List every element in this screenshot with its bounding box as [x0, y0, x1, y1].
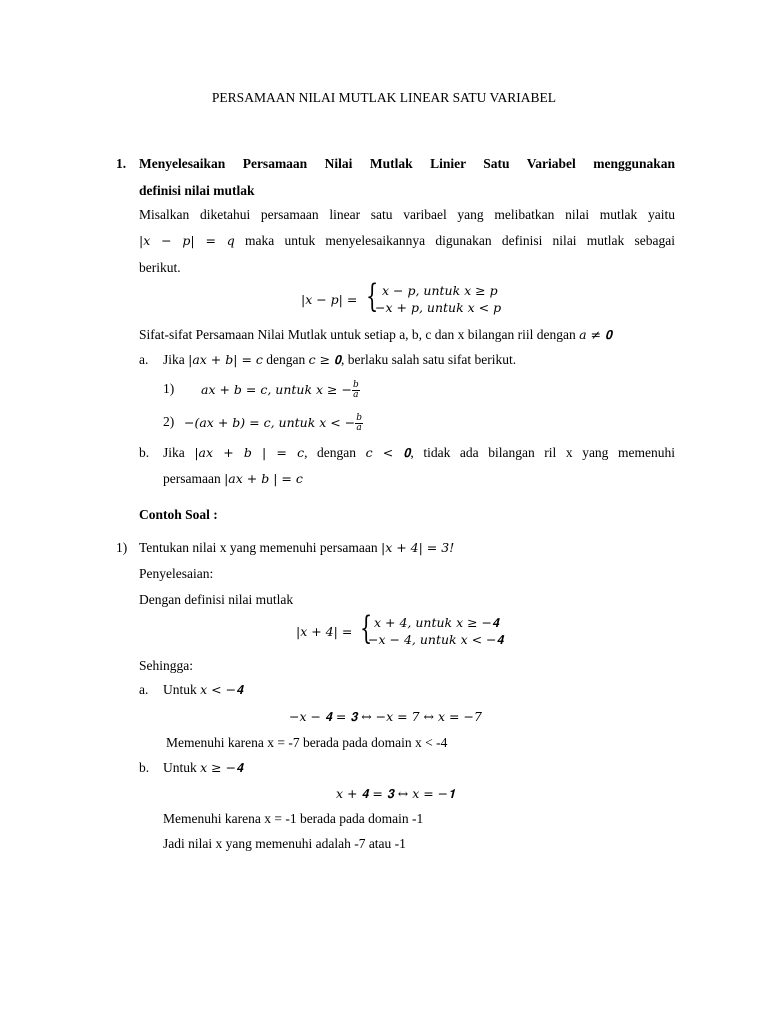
property-b-text1: Jika — [163, 445, 195, 460]
property-a-text2: dengan — [262, 352, 309, 367]
question-line — [139, 540, 454, 556]
section-heading-line1: Menyelesaikan Persamaan Nilai Mutlak Linier Satu Variabel menggunakan — [139, 156, 675, 171]
properties-text: Sifat-sifat Persamaan Nilai Mutlak untuk setiap a, b, c dan x bilangan riil dengan — [139, 327, 580, 342]
property-b-line2 — [163, 471, 303, 487]
question-label: 1) — [116, 540, 128, 555]
fraction-numerator: 𝑏 — [352, 380, 359, 390]
question-text: Tentukan nilai x yang memenuhi persamaan — [139, 540, 381, 555]
brace-icon: { — [366, 277, 379, 315]
fraction-b-over-a — [352, 381, 360, 400]
case-a-label: a. — [139, 682, 149, 697]
property-b-eq1: |𝑎𝑥 + 𝑏 | = 𝑐 — [194, 445, 305, 460]
definition-lhs: |𝑥 − 𝑝| = — [301, 292, 358, 307]
case-b-calculation: 𝑥 + 𝟒 = 𝟑 ↔ 𝑥 = −𝟏 — [336, 786, 456, 801]
conclusion: Jadi nilai x yang memenuhi adalah -7 atau -1 — [163, 836, 406, 851]
property-b-text2: , dengan — [304, 445, 366, 460]
definition-case2: −𝑥 + 𝑝, 𝑢𝑛𝑡𝑢𝑘 𝑥 < 𝑝 — [375, 300, 502, 315]
question-equation: |𝑥 + 4| = 3! — [380, 540, 455, 555]
property-a1-eq: 𝑎𝑥 + 𝑏 = 𝑐, 𝑢𝑛𝑡𝑢𝑘 𝑥 ≥ − — [201, 382, 352, 397]
property-a-text1: Jika — [163, 352, 189, 367]
fraction-denominator: 𝑎 — [356, 423, 362, 433]
property-b-label: b. — [139, 445, 150, 460]
case-a-calculation: −𝑥 − 𝟒 = 𝟑 ↔ −𝑥 = 7 ↔ 𝑥 = −7 — [289, 709, 482, 724]
case-b-text: Untuk — [163, 760, 201, 775]
fraction-numerator: 𝑏 — [356, 413, 362, 423]
intro-equation: |𝑥 − 𝑝| = 𝑞 — [139, 233, 235, 248]
section-number: 1. — [116, 156, 127, 171]
definition-text: Dengan definisi nilai mutlak — [139, 592, 294, 607]
definition-case1: 𝑥 − 𝑝, 𝑢𝑛𝑡𝑢𝑘 𝑥 ≥ 𝑝 — [382, 283, 498, 298]
property-a1-line — [201, 381, 360, 400]
case-a-condition: 𝑥 < −𝟒 — [200, 682, 244, 697]
property-b-line — [163, 445, 675, 461]
case-b-condition: 𝑥 ≥ −𝟒 — [200, 760, 244, 775]
page-title — [0, 90, 768, 106]
intro-line2-text: maka untuk menyelesaikannya digunakan definisi nilai mutlak sebagai — [234, 233, 675, 248]
case-a-line — [163, 682, 243, 698]
brace-icon: { — [360, 609, 373, 647]
property-b-eq2: 𝑐 < 𝟎 — [365, 445, 411, 460]
properties-equation: 𝑎 ≠ 𝟎 — [579, 327, 612, 342]
property-a-text3: , berlaku salah satu sifat berikut. — [341, 352, 517, 367]
case-b-line — [163, 760, 243, 776]
solution-label: Penyelesaian: — [139, 566, 214, 581]
page-title-text: PERSAMAAN NILAI MUTLAK LINEAR SATU VARIABEL — [211, 90, 557, 105]
case-b-label: b. — [139, 760, 150, 775]
case-a-text: Untuk — [163, 682, 201, 697]
example-heading: Contoh Soal : — [139, 507, 218, 522]
property-a2-line — [184, 414, 363, 433]
example-definition-lhs: |𝑥 + 4| = — [296, 624, 353, 639]
hence-label: Sehingga: — [139, 658, 193, 673]
property-a-line — [163, 352, 516, 368]
property-b-line2-eq: |𝑎𝑥 + 𝑏 | = 𝑐 — [224, 471, 303, 486]
property-a-eq1: |𝑎𝑥 + 𝑏| = 𝑐 — [188, 352, 263, 367]
section-heading-line2: definisi nilai mutlak — [139, 183, 255, 198]
fraction-denominator: 𝑎 — [353, 390, 359, 400]
example-definition-case1: 𝑥 + 4, 𝑢𝑛𝑡𝑢𝑘 𝑥 ≥ −𝟒 — [374, 615, 499, 630]
property-a-eq2: 𝑐 ≥ 𝟎 — [308, 352, 342, 367]
property-a2-label: 2) — [163, 414, 175, 429]
intro-line1: Misalkan diketahui persamaan linear satu varibael yang melibatkan nilai mutlak yaitu — [139, 207, 675, 222]
property-a-label: a. — [139, 352, 149, 367]
property-b-line2-text: persamaan — [163, 471, 225, 486]
intro-line2 — [139, 233, 675, 249]
case-b-result: Memenuhi karena x = -1 berada pada domain -1 — [163, 811, 424, 826]
property-a2-eq: −(𝑎𝑥 + 𝑏) = 𝑐, 𝑢𝑛𝑡𝑢𝑘 𝑥 < − — [184, 415, 356, 430]
fraction-b-over-a — [355, 414, 363, 433]
example-definition-case2: −𝑥 − 4, 𝑢𝑛𝑡𝑢𝑘 𝑥 < −𝟒 — [368, 632, 504, 647]
case-a-result: Memenuhi karena x = -7 berada pada domain x < -4 — [166, 735, 448, 750]
properties-line — [139, 327, 612, 343]
intro-line3: berikut. — [139, 260, 181, 275]
property-b-text3: , tidak ada bilangan ril x yang memenuhi — [410, 445, 675, 460]
property-a1-label: 1) — [163, 381, 175, 396]
